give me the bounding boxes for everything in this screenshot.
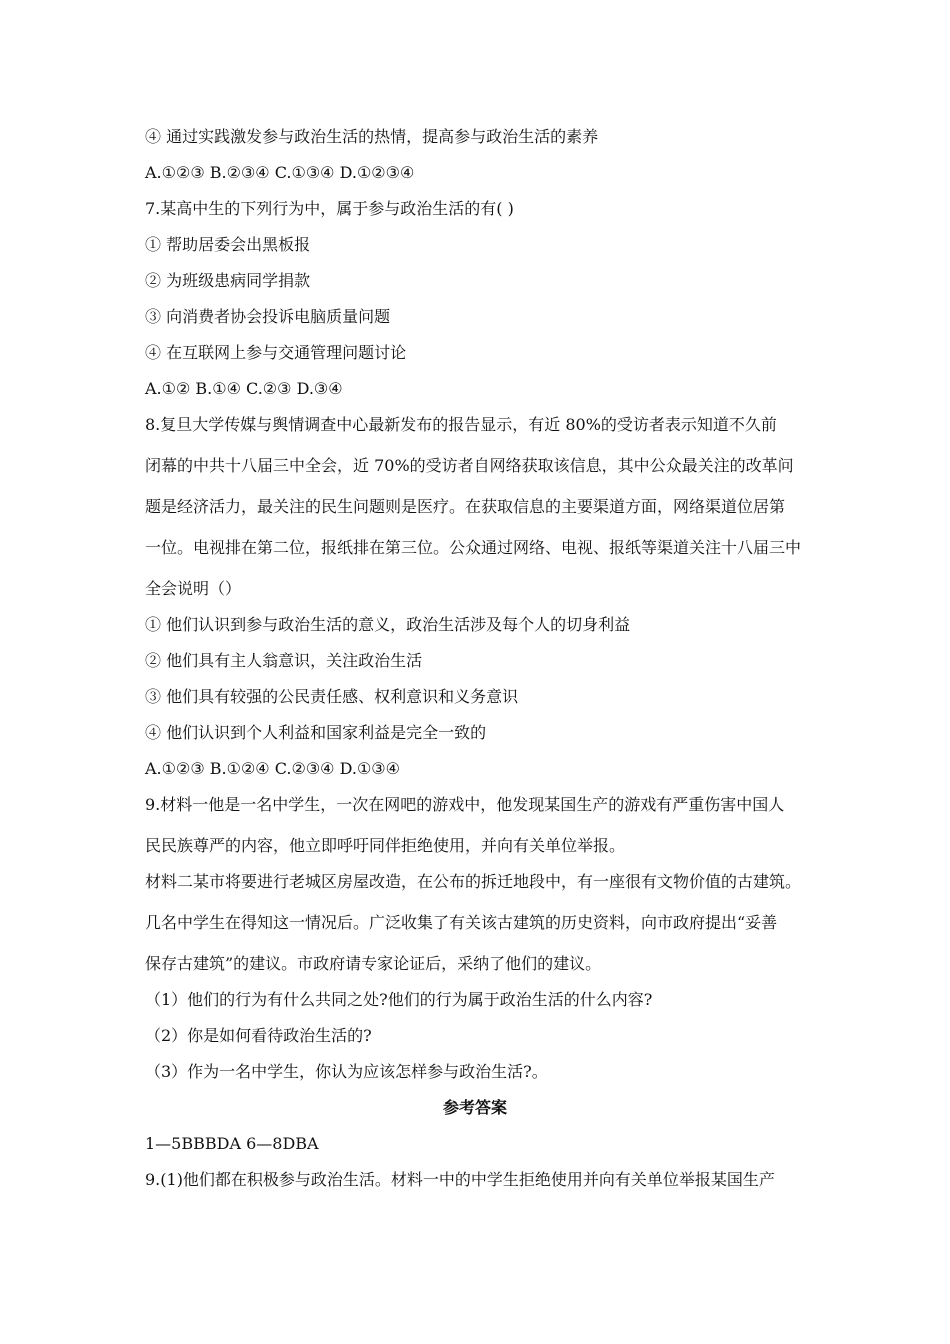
text-line: ② 为班级患病同学捐款	[145, 271, 311, 290]
text-line: ④ 通过实践激发参与政治生活的热情，提高参与政治生活的素养	[145, 127, 599, 146]
text-line: ③ 他们具有较强的公民责任感、权利意识和义务意识	[145, 687, 519, 706]
text-line: ④ 他们认识到个人利益和国家利益是完全一致的	[145, 723, 487, 742]
sub-question: （2）你是如何看待政治生活的?	[145, 1026, 372, 1045]
text-line: 全会说明（）	[145, 579, 242, 598]
question-7: 7.某高中生的下列行为中，属于参与政治生活的有( )	[145, 199, 514, 218]
text-line: ④ 在互联网上参与交通管理问题讨论	[145, 343, 407, 362]
answer-key: 1—5BBBDA 6—8DBA	[145, 1134, 319, 1153]
answer-options: A.①②③ B.①②④ C.②③④ D.①③④	[145, 759, 400, 778]
answer-text: 9.(1)他们都在积极参与政治生活。材料一中的中学生拒绝使用并向有关单位举报某国生产	[145, 1170, 775, 1189]
section-title: 参考答案	[442, 1098, 507, 1117]
question-8: 8.复旦大学传媒与舆情调查中心最新发布的报告显示，有近 80%的受访者表示知道不久前	[145, 415, 777, 434]
text-line: ① 他们认识到参与政治生活的意义，政治生活涉及每个人的切身利益	[145, 615, 631, 634]
text-line: 保存古建筑”的建议。市政府请专家论证后，采纳了他们的建议。	[145, 954, 602, 973]
text-line: 一位。电视排在第二位，报纸排在第三位。公众通过网络、电视、报纸等渠道关注十八届三中	[145, 538, 802, 557]
answer-options: A.①②③ B.②③④ C.①③④ D.①②③④	[145, 163, 415, 182]
text-line: ① 帮助居委会出黑板报	[145, 235, 311, 254]
question-9: 9.材料一他是一名中学生，一次在网吧的游戏中，他发现某国生产的游戏有严重伤害中国人	[145, 795, 785, 814]
text-line: 民民族尊严的内容，他立即呼吁同伴拒绝使用，并向有关单位举报。	[145, 836, 626, 855]
text-line: ③ 向消费者协会投诉电脑质量问题	[145, 307, 391, 326]
text-line: 材料二某市将要进行老城区房屋改造，在公布的拆迁地段中，有一座很有文物价值的古建筑。	[145, 872, 802, 891]
answer-options: A.①② B.①④ C.②③ D.③④	[145, 379, 343, 398]
sub-question: （1）他们的行为有什么共同之处?他们的行为属于政治生活的什么内容?	[145, 990, 653, 1009]
text-line: 几名中学生在得知这一情况后。广泛收集了有关该古建筑的历史资料，向市政府提出“妥善	[145, 913, 778, 932]
sub-question: （3）作为一名中学生，你认为应该怎样参与政治生活?。	[145, 1062, 548, 1081]
text-line: ② 他们具有主人翁意识，关注政治生活	[145, 651, 423, 670]
text-line: 闭幕的中共十八届三中全会，近 70%的受访者自网络获取该信息，其中公众最关注的改革问	[145, 456, 794, 475]
text-line: 题是经济活力，最关注的民生问题则是医疗。在获取信息的主要渠道方面，网络渠道位居第	[145, 497, 786, 516]
